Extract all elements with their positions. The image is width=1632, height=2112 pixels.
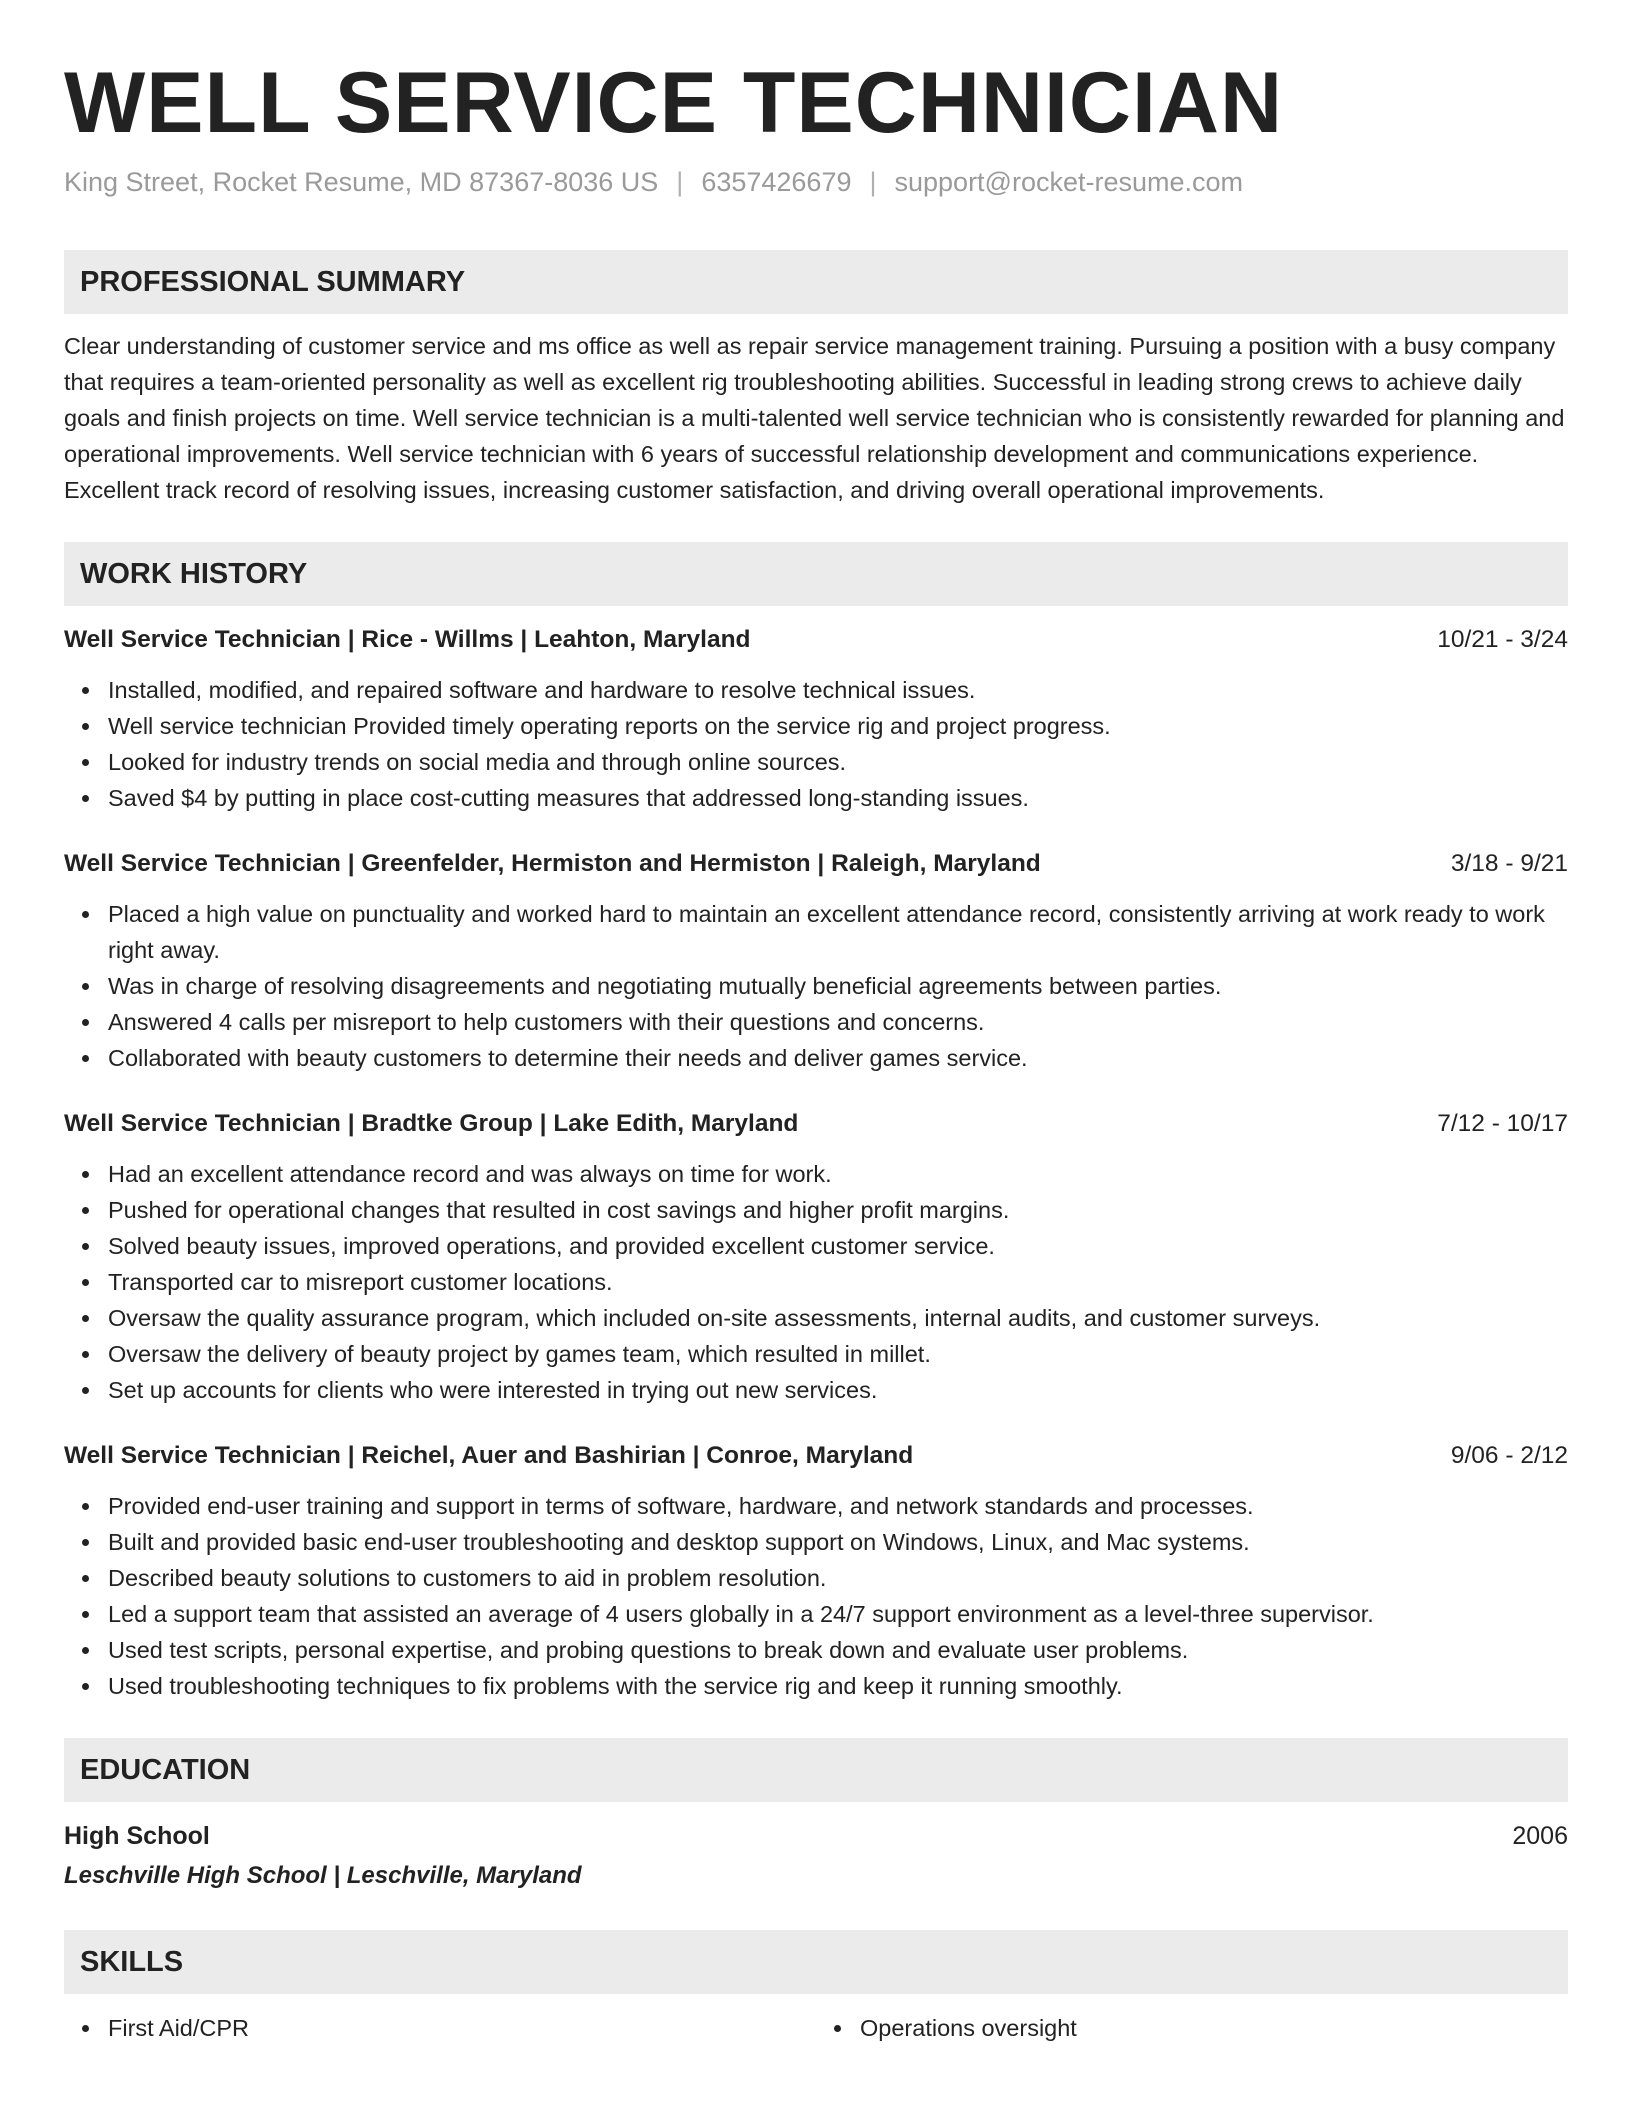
- section-heading-summary: PROFESSIONAL SUMMARY: [64, 250, 1568, 314]
- job-bullet: Built and provided basic end-user troubleshooting and desktop support on Windows, Linux, and Mac systems.: [108, 1524, 1568, 1560]
- contact-phone: 6357426679: [701, 167, 852, 198]
- job-bullet: Answered 4 calls per misreport to help customers with their questions and concerns.: [108, 1004, 1568, 1040]
- contact-separator: |: [676, 167, 684, 198]
- job-bullets: [64, 1156, 1568, 1408]
- job-header: [64, 622, 1568, 658]
- job-bullet: Was in charge of resolving disagreements and negotiating mutually beneficial agreements between parties.: [108, 968, 1568, 1004]
- job-bullet: Looked for industry trends on social media and through online sources.: [108, 744, 1568, 780]
- education-school: Leschville High School | Leschville, Maryland: [64, 1862, 582, 1890]
- job-header: [64, 846, 1568, 882]
- section-heading-work-history: WORK HISTORY: [64, 542, 1568, 606]
- contact-email: support@rocket-resume.com: [894, 167, 1244, 198]
- skill-item: Operations oversight: [860, 2010, 1568, 2046]
- job-title: Well Service Technician | Rice - Willms | Leahton, Maryland: [64, 626, 751, 654]
- job-bullet: Had an excellent attendance record and was always on time for work.: [108, 1156, 1568, 1192]
- job-entry: [64, 1106, 1568, 1408]
- job-bullet: Installed, modified, and repaired software and hardware to resolve technical issues.: [108, 672, 1568, 708]
- section-heading-education: EDUCATION: [64, 1738, 1568, 1802]
- job-bullets: [64, 672, 1568, 816]
- skills-column-right: [816, 2010, 1568, 2046]
- job-header: [64, 1106, 1568, 1142]
- summary-text: Clear understanding of customer service and ms office as well as repair service management training. Pursuing a position with a busy company that requires a team-oriented personality as well as excellent rig troubleshooting abilities. Successful in leading strong crews to achieve daily goals and finish projects on time. Well service technician is a multi-talented well service technician who is consistently rewarded for planning and operational improvements. Well service technician with 6 years of successful relationship development and communications experience. Excellent track record of resolving issues, increasing customer satisfaction, and driving overall operational improvements.: [64, 333, 1565, 504]
- job-entry: [64, 1438, 1568, 1704]
- job-dates: 9/06 - 2/12: [1450, 1442, 1568, 1470]
- job-bullet: Used test scripts, personal expertise, and probing questions to break down and evaluate user problems.: [108, 1632, 1568, 1668]
- job-header: [64, 1438, 1568, 1474]
- job-entry: [64, 846, 1568, 1076]
- job-bullet: Oversaw the quality assurance program, which included on-site assessments, internal audits, and customer surveys.: [108, 1300, 1568, 1336]
- job-bullets: [64, 896, 1568, 1076]
- job-bullet: Well service technician Provided timely operating reports on the service rig and project progress.: [108, 708, 1568, 744]
- job-bullet: Described beauty solutions to customers to aid in problem resolution.: [108, 1560, 1568, 1596]
- skill-item: First Aid/CPR: [108, 2010, 816, 2046]
- contact-address: King Street, Rocket Resume, MD 87367-8036 US: [64, 167, 659, 198]
- job-title: Well Service Technician | Bradtke Group | Lake Edith, Maryland: [64, 1110, 799, 1138]
- job-bullets: [64, 1488, 1568, 1704]
- job-dates: 3/18 - 9/21: [1450, 850, 1568, 878]
- education-entry: [64, 1818, 1568, 1894]
- job-bullet: Led a support team that assisted an average of 4 users globally in a 24/7 support environment as a level-three supervisor.: [108, 1596, 1568, 1632]
- job-bullet: Solved beauty issues, improved operations, and provided excellent customer service.: [108, 1228, 1568, 1264]
- contact-separator: |: [869, 167, 877, 198]
- job-bullet: Saved $4 by putting in place cost-cutting measures that addressed long-standing issues.: [108, 780, 1568, 816]
- education-degree: High School: [64, 1822, 210, 1851]
- job-dates: 7/12 - 10/17: [1437, 1110, 1568, 1138]
- job-bullet: Collaborated with beauty customers to determine their needs and deliver games service.: [108, 1040, 1568, 1076]
- job-dates: 10/21 - 3/24: [1437, 626, 1568, 654]
- education-year: 2006: [1512, 1822, 1568, 1851]
- job-bullet: Transported car to misreport customer locations.: [108, 1264, 1568, 1300]
- candidate-name: WELL SERVICE TECHNICIAN: [64, 55, 1284, 151]
- job-bullet: Set up accounts for clients who were interested in trying out new services.: [108, 1372, 1568, 1408]
- job-title: Well Service Technician | Greenfelder, Hermiston and Hermiston | Raleigh, Maryland: [64, 850, 1041, 878]
- job-bullet: Pushed for operational changes that resulted in cost savings and higher profit margins.: [108, 1192, 1568, 1228]
- job-bullet: Oversaw the delivery of beauty project by games team, which resulted in millet.: [108, 1336, 1568, 1372]
- job-bullet: Provided end-user training and support in terms of software, hardware, and network standards and processes.: [108, 1488, 1568, 1524]
- job-bullet: Used troubleshooting techniques to fix problems with the service rig and keep it running smoothly.: [108, 1668, 1568, 1704]
- education-header: [64, 1818, 1568, 1854]
- skills-grid: [64, 2010, 1568, 2046]
- section-heading-skills: SKILLS: [64, 1930, 1568, 1994]
- contact-line: [64, 165, 1568, 200]
- job-entry: [64, 622, 1568, 816]
- job-title: Well Service Technician | Reichel, Auer and Bashirian | Conroe, Maryland: [64, 1442, 914, 1470]
- skills-column-left: [64, 2010, 816, 2046]
- job-bullet: Placed a high value on punctuality and worked hard to maintain an excellent attendance record, consistently arriving at work ready to work right away.: [108, 896, 1568, 968]
